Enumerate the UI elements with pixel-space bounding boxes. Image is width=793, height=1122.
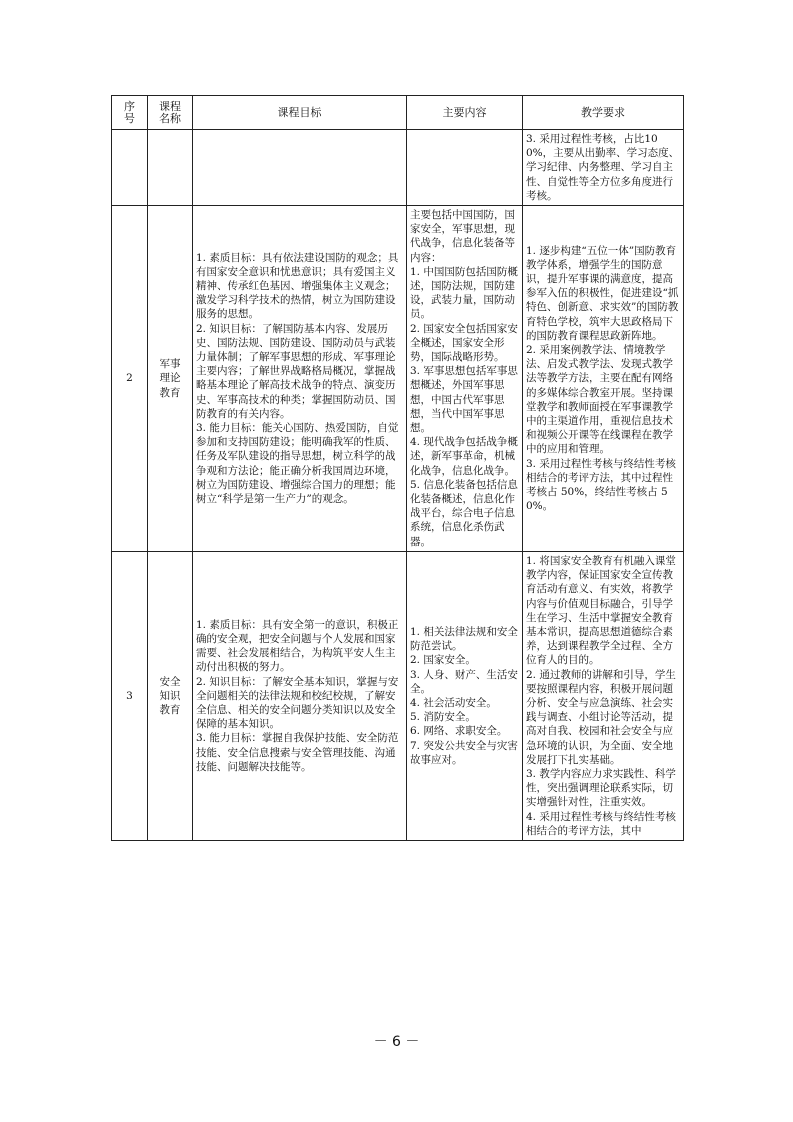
header-goal: 课程目标 [193, 96, 407, 130]
header-no: 序 号 [112, 96, 148, 130]
cell-content [407, 130, 523, 206]
page-number: － 6 － [373, 1034, 420, 1050]
cell-name: 安全 知识 教育 [148, 551, 193, 840]
header-content: 主要内容 [407, 96, 523, 130]
course-table [111, 95, 684, 841]
table-row [112, 206, 684, 552]
cell-name: 军事 理论 教育 [148, 206, 193, 552]
cell-no: 3 [112, 551, 148, 840]
cell-content: 主要包括中国国防，国家安全，军事思想，现代战争，信息化装备等内容： 1. 中国国防包括国防概述，国防法规，国防建设，武装力量，国防动员。 2. 国家安全包括国家安全概述，国家安全形势，国际战略形势。 3. 军事思想包括军事思想概述，外国军事思想，中国古代军事思想，当代中国军事思想。 4. 现代战争包括战争概述，新军事革命，机械化战争，信息化战争。 5. 信息化装备包括信息化装备概述，信息化作战平台，综合电子信息系统，信息化杀伤武器。 [407, 206, 523, 552]
cell-requirement: 1. 逐步构建“五位一体”国防教育教学体系，增强学生的国防意识，提升军事课的满意度，提高参军入伍的积极性，促进建设“抓特色、创新意、求实效”的国防教育特色学校，筑牢大思政格局下的国防教育课程思政新阵地。 2. 采用案例教学法、情境教学法、启发式教学法、发现式教学法等教学方法，主要在配有网络的多媒体综合教室开展。坚持课堂教学和教师面授在军事课教学中的主渠道作用，重视信息技术和视频公开课等在线课程在教学中的应用和管理。 3. 采用过程性考核与终结性考核相结合的考评方法，其中过程性考核占 50%，终结性考核占 50%。 [523, 206, 684, 552]
table-row [112, 130, 684, 206]
cell-goal [193, 130, 407, 206]
table-row [112, 551, 684, 840]
cell-content: 1. 相关法律法规和安全防范尝试。 2. 国家安全。 3. 人身、财产、生活安全。 4. 社会活动安全。 5. 消防安全。 6. 网络、求职安全。 7. 突发公共安全与灾害故事应对。 [407, 551, 523, 840]
header-name: 课程 名称 [148, 96, 193, 130]
header-row [112, 96, 684, 130]
header-requirement: 教学要求 [523, 96, 684, 130]
cell-requirement: 3. 采用过程性考核，占比100%，主要从出勤率、学习态度、学习纪律、内务整理、学习自主性、自觉性等全方位多角度进行考核。 [523, 130, 684, 206]
cell-goal: 1. 素质目标：具有安全第一的意识，积极正确的安全观，把安全问题与个人发展和国家需要、社会发展相结合，为构筑平安人生主动付出积极的努力。 2. 知识目标：了解安全基本知识，掌握与安全问题相关的法律法规和校纪校规，了解安全信息、相关的安全问题分类知识以及安全保障的基本知识。 3. 能力目标：掌握自我保护技能、安全防范技能、安全信息搜索与安全管理技能、沟通技能、问题解决技能等。 [193, 551, 407, 840]
cell-no [112, 130, 148, 206]
cell-requirement: 1. 将国家安全教育有机融入课堂教学内容，保证国家安全宣传教育活动有意义、有实效，将教学内容与价值观目标融合，引导学生在学习、生活中掌握安全教育基本常识，提高思想道德综合素养，达到课程教学全过程、全方位育人的目的。 2. 通过教师的讲解和引导，学生要按照课程内容，积极开展问题分析、安全与应急演练、社会实践与调查、小组讨论等活动，提高对自我、校园和社会安全与应急环境的认识，为全面、安全地发展打下扎实基础。 3. 教学内容应力求实践性、科学性，突出强调理论联系实际，切实增强针对性，注重实效。 4. 采用过程性考核与终结性考核相结合的考评方法，其中 [523, 551, 684, 840]
cell-name [148, 130, 193, 206]
cell-no: 2 [112, 206, 148, 552]
cell-goal: 1. 素质目标：具有依法建设国防的观念；具有国家安全意识和忧患意识；具有爱国主义精神、传承红色基因、增强集体主义观念；激发学习科学技术的热情，树立为国防建设服务的思想。 2. 知识目标：了解国防基本内容、发展历史、国防法规、国防建设、国防动员与武装力量体制；了解军事思想的形成、军事理论主要内容；了解世界战略格局概况，掌握战略基本理论了解高技术战争的特点、演变历史、军事高技术的种类；掌握国防动员、国防教育的有关内容。 3. 能力目标：能关心国防、热爱国防，自觉参加和支持国防建设；能明确我军的性质、任务及军队建设的指导思想，树立科学的战争观和方法论；能正确分析我国周边环境，树立为国防建设、增强综合国力的理想；能树立“科学是第一生产力”的观念。 [193, 206, 407, 552]
